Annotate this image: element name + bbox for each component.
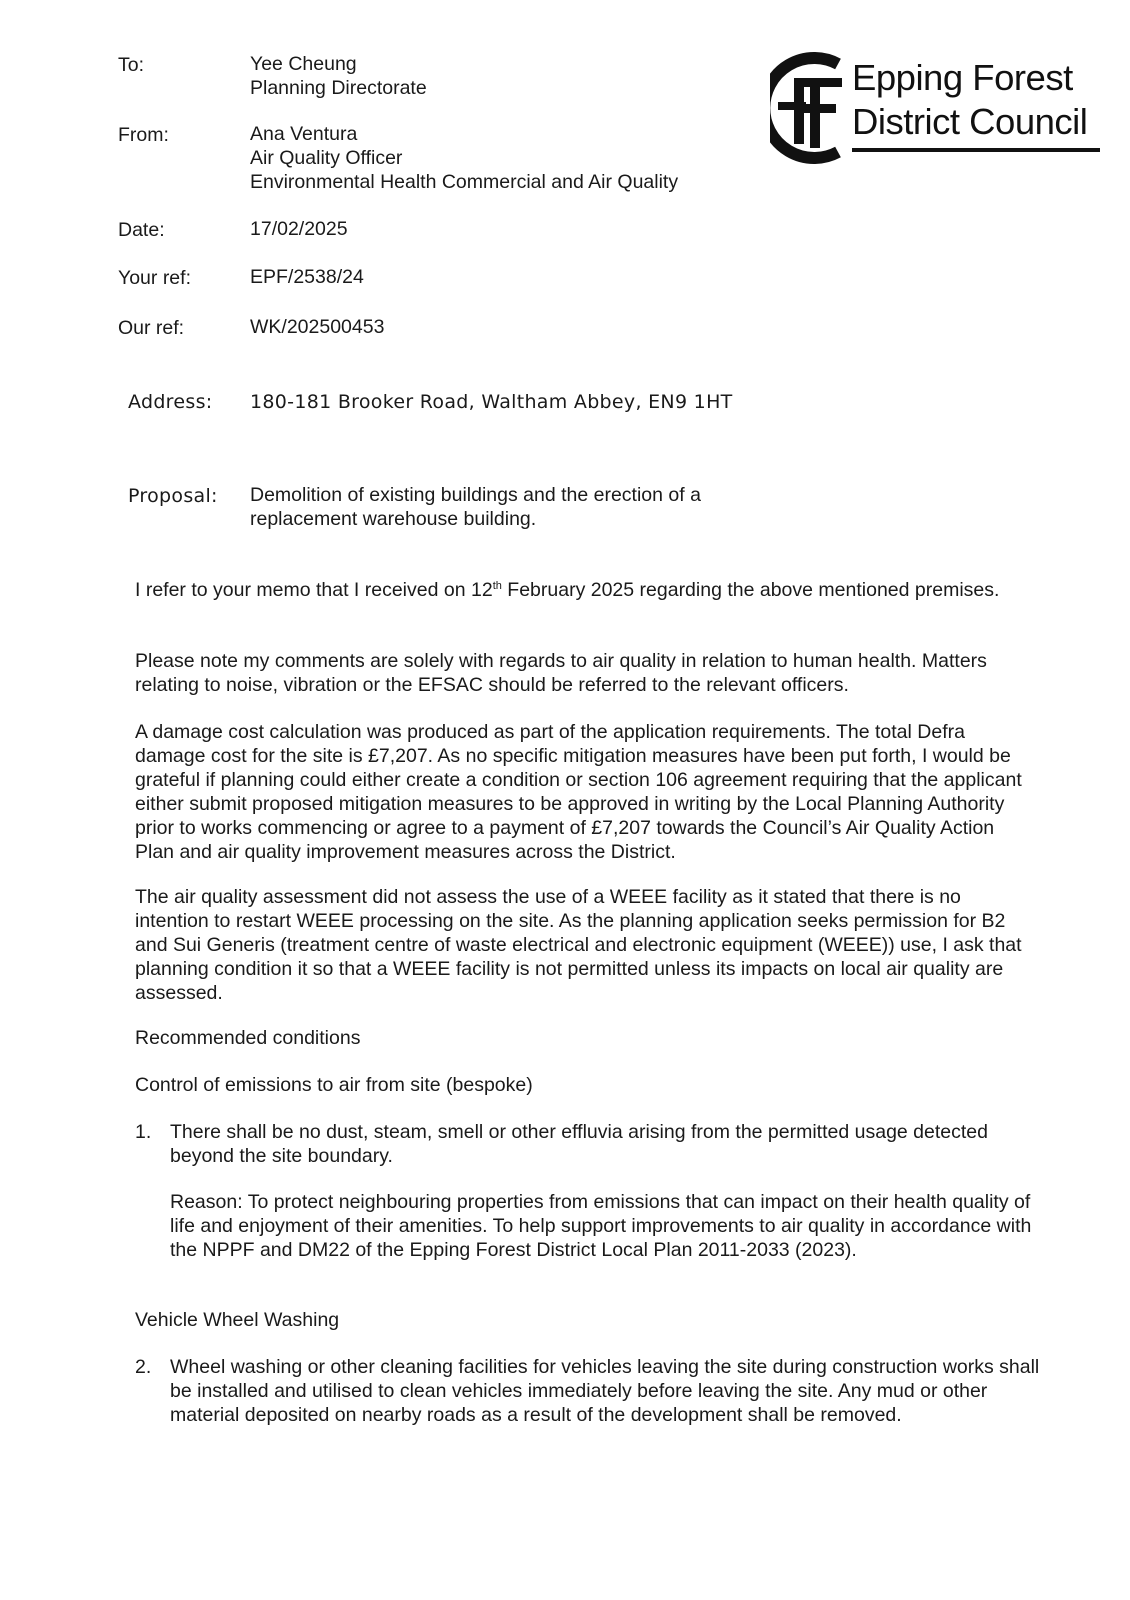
from-title: Air Quality Officer <box>250 147 403 169</box>
from-dept: Environmental Health Commercial and Air Quality <box>250 171 679 193</box>
logo-underline <box>852 148 1100 152</box>
paragraph-scope: Please note my comments are solely with regards to air quality in relation to human health. Matters relating to noise, vibration or the EFSAC should be referred to the relevant officers. <box>135 650 987 696</box>
from-name: Ana Ventura <box>250 123 358 145</box>
recommended-heading: Recommended conditions <box>135 1027 361 1049</box>
to-label: To: <box>118 54 145 76</box>
logo-line-1: Epping Forest <box>852 57 1073 98</box>
council-logo <box>770 52 1100 164</box>
condition-2-number: 2. <box>135 1356 152 1378</box>
from-value <box>250 122 678 194</box>
proposal-line-1: Demolition of existing buildings and the erection of a <box>250 484 701 506</box>
address-value: 180-181 Brooker Road, Waltham Abbey, EN9 1HT <box>250 391 733 413</box>
condition-1-reason: Reason: To protect neighbouring properties from emissions that can impact on their health quality of life and enjoyment of their amenities. To help support improvements to air quality in accordance with the NPPF and DM22 of the Epping Forest District Local Plan 2011-2033 (2023). <box>170 1191 1032 1261</box>
condition-2-text: Wheel washing or other cleaning facilities for vehicles leaving the site during construction works shall be installed and utilised to clean vehicles immediately before leaving the site. Any mud or other material deposited on nearby roads as a result of the development shall be removed. <box>170 1356 1040 1426</box>
paragraph-memo-reference <box>135 578 1035 602</box>
our-ref-label: Our ref: <box>118 317 185 339</box>
p1-superscript: th <box>492 580 502 592</box>
to-dept: Planning Directorate <box>250 77 427 99</box>
proposal-label: Proposal: <box>128 485 218 507</box>
logo-line-2: District Council <box>852 101 1088 142</box>
address-label: Address: <box>128 391 213 413</box>
paragraph-weee: The air quality assessment did not assess the use of a WEEE facility as it stated that there is no intention to restart WEEE processing on the site. As the planning application seeks permission for B2 and Sui Generis (treatment centre of waste electrical and electronic equipment (WEEE)) use, I ask that planning condition it so that a WEEE facility is not permitted unless its impacts on local air quality are assessed. <box>135 886 1022 1004</box>
paragraph-damage-cost: A damage cost calculation was produced as part of the application requirements. The total Defra damage cost for the site is £7,207. As no specific mitigation measures have been put forth, I would be grateful if planning could either create a condition or section 106 agreement requiring that the applicant either submit proposed mitigation measures to be approved in writing by the Local Planning Authority prior to works commencing or agree to a payment of £7,207 towards the Council’s Air Quality Action Plan and air quality improvement measures across the District. <box>135 721 1022 863</box>
your-ref-label: Your ref: <box>118 267 191 289</box>
to-value <box>250 52 427 100</box>
condition-1-number: 1. <box>135 1121 152 1143</box>
from-label: From: <box>118 124 169 146</box>
p1-text-b: February 2025 regarding the above mentioned premises. <box>501 579 1000 601</box>
date-label: Date: <box>118 219 165 241</box>
condition-heading-emissions: Control of emissions to air from site (bespoke) <box>135 1074 533 1096</box>
proposal-value <box>250 483 701 531</box>
proposal-line-2: replacement warehouse building. <box>250 508 537 530</box>
your-ref-value: EPF/2538/24 <box>250 266 364 288</box>
council-logo-mark-icon <box>770 52 850 164</box>
p1-text-a: I refer to your memo that I received on 12 <box>135 579 493 601</box>
condition-heading-wheel-washing: Vehicle Wheel Washing <box>135 1309 340 1331</box>
date-value: 17/02/2025 <box>250 218 348 240</box>
to-name: Yee Cheung <box>250 53 357 75</box>
our-ref-value: WK/202500453 <box>250 316 385 338</box>
condition-1-text: There shall be no dust, steam, smell or other effluvia arising from the permitted usage detected beyond the site boundary. <box>170 1121 988 1167</box>
